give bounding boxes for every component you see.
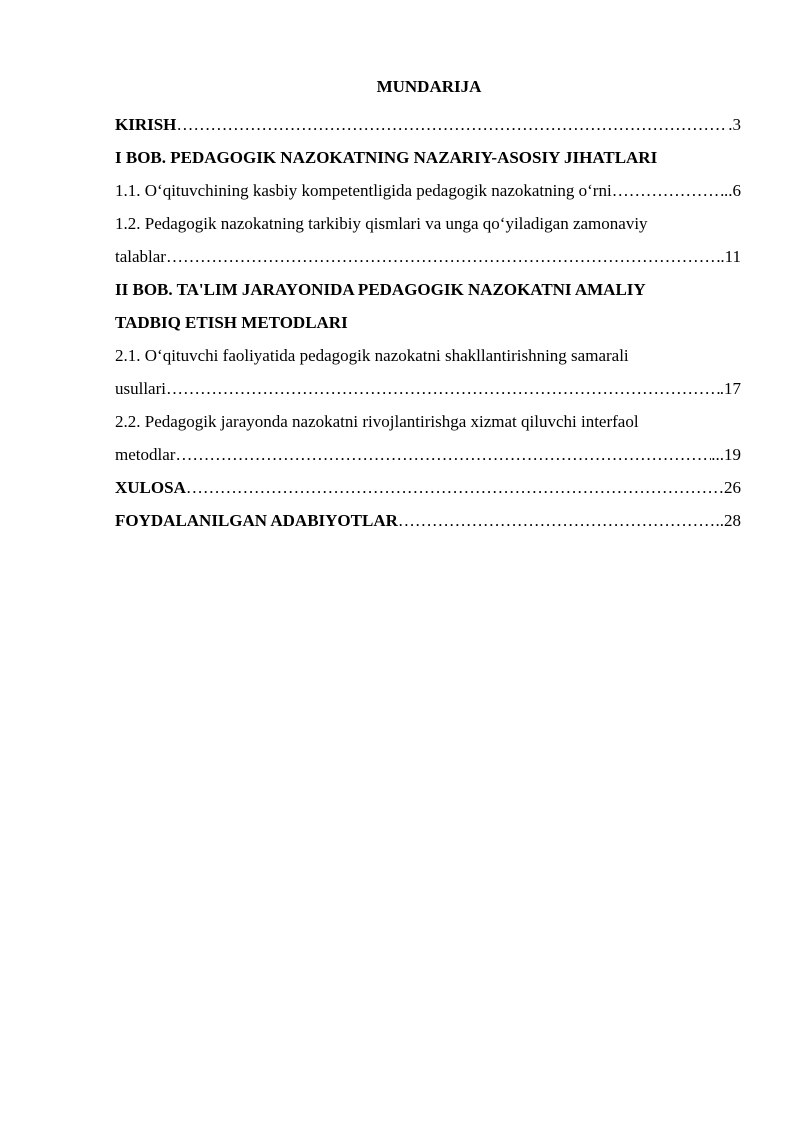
toc-entry-2-1 xyxy=(115,372,741,405)
toc-chapter-2-heading-line1: II BOB. TA'LIM JARAYONIDA PEDAGOGIK NAZOKATNI AMALIY xyxy=(115,280,646,299)
toc-title: MUNDARIJA xyxy=(376,77,482,96)
toc-page-number: ..6 xyxy=(724,181,741,200)
toc-entry-adabiyotlar xyxy=(115,504,741,537)
dot-leader xyxy=(186,471,724,504)
dot-leader xyxy=(398,504,716,537)
toc-entry-text: KIRISH xyxy=(115,115,177,134)
toc-entry-kirish xyxy=(115,108,741,141)
toc-entry-xulosa xyxy=(115,471,741,504)
dot-leader xyxy=(166,372,720,405)
toc-page-number: ..28 xyxy=(715,511,741,530)
toc-chapter-1-heading: I BOB. PEDAGOGIK NAZOKATNING NAZARIY-ASOSIY JIHATLARI xyxy=(115,148,658,167)
toc-page-number: ...19 xyxy=(711,445,741,464)
toc-entry-text: FOYDALANILGAN ADABIYOTLAR xyxy=(115,511,398,530)
toc-entry-text: usullari xyxy=(115,379,166,398)
toc-entry-text: 1.1. O‘qituvchining kasbiy kompetentligida pedagogik nazokatning o‘rni xyxy=(115,181,612,200)
toc-chapter-2-heading-line2: TADBIQ ETISH METODLARI xyxy=(115,313,348,332)
toc-entry-text: talablar xyxy=(115,247,166,266)
toc-entry-1-2 xyxy=(115,240,741,273)
toc-entry-2-2-line1: 2.2. Pedagogik jarayonda nazokatni rivojlantirishga xizmat qiluvchi interfaol xyxy=(115,412,639,431)
toc-page-number: 26 xyxy=(724,478,741,497)
toc-page-number: .11 xyxy=(720,247,741,266)
toc-page-number: .17 xyxy=(719,379,741,398)
dot-leader xyxy=(612,174,724,207)
toc-entry-1-2-line1: 1.2. Pedagogik nazokatning tarkibiy qismlari va unga qo‘yiladigan zamonaviy xyxy=(115,214,648,233)
toc-entry-text: XULOSA xyxy=(115,478,186,497)
toc-entry-1-1 xyxy=(115,174,741,207)
dot-leader xyxy=(175,438,711,471)
toc-page-number: .3 xyxy=(728,115,741,134)
toc-entry-2-2 xyxy=(115,438,741,471)
toc-entry-text: metodlar xyxy=(115,445,176,464)
table-of-contents xyxy=(115,108,741,537)
dot-leader xyxy=(176,108,728,141)
toc-entry-2-1-line1: 2.1. O‘qituvchi faoliyatida pedagogik nazokatni shakllantirishning samarali xyxy=(115,346,629,365)
dot-leader xyxy=(166,240,720,273)
